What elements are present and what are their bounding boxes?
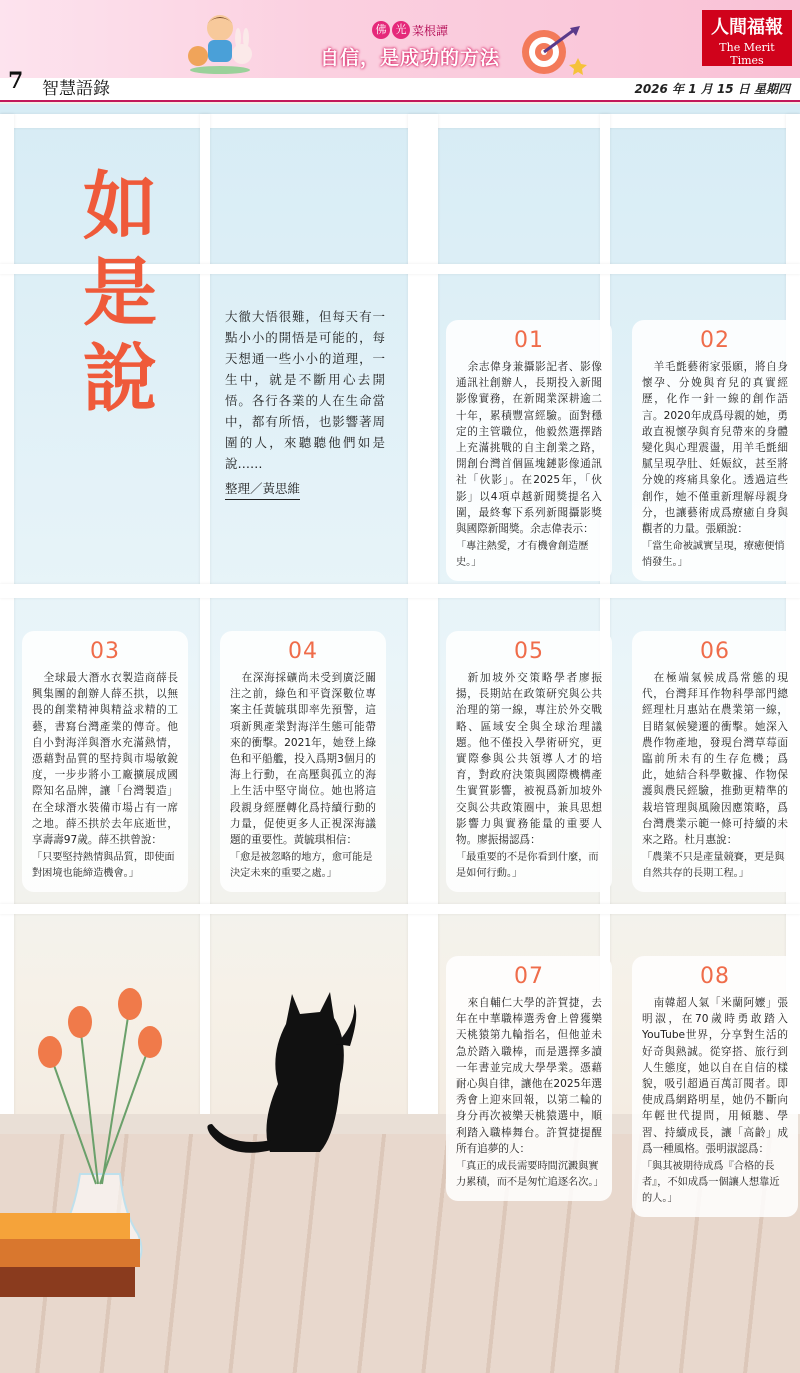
card-body: 在深海採礦尚未受到廣泛關注之前，綠色和平資深數位專案主任黃毓琪即率先預警，這項新興產業對海洋生態可能帶來的衝擊。2021年，她登上綠色和平船艦，投入爲期3個月的海上行動，在高壓與孤立的海上生活中堅守崗位。她也將這段親身經歷轉化爲持續行動的力量，促使更多人正視深海議題的重要性。黃毓琪相信： <box>230 672 376 847</box>
black-cat-illustration-icon <box>200 984 360 1164</box>
card-body: 余志偉身兼攝影記者、影像通訊社創辦人，長期投入新聞影像實務，在新聞業深耕逾二十年，累積豐富經驗。面對穩定的主管職位，他毅然選擇踏上充滿挑戰的自主創業之路，開創台灣首個區塊鏈影像通訊社「伙影」。在2025年，「伙影」以4項卓越新聞獎提名入圍，最終奪下系列新聞攝影獎與國際新聞獎。余志偉表示： <box>456 361 602 536</box>
quote-card-07 <box>446 956 612 1201</box>
quote-card-08 <box>632 956 798 1217</box>
column-sub-char-2: 光 <box>392 21 410 39</box>
card-body: 全球最大潛水衣製造商薛長興集團的創辦人薛丕拱，以無畏的創業精神與精益求精的工藝，書寫台灣產業的傳奇。他自小對海洋與潛水充滿熱情，憑藉對品質的堅持與市場敏銳度，一步步將小工廠擴展成國際知名品牌，讓「台灣製造」在全球潛水裝備市場占有一席之地。薛丕拱於去年底逝世，享壽壽97歲。薛丕拱曾說： <box>32 672 178 847</box>
card-number: 04 <box>288 639 318 664</box>
publication-date: 2026 年 1 月 15 日 星期四 <box>634 82 790 96</box>
window-transom-3 <box>0 904 800 914</box>
window-frame-top <box>0 114 800 128</box>
card-number: 03 <box>90 639 120 664</box>
card-number: 08 <box>700 964 730 989</box>
card-quote: 「與其被期待成爲『合格的長者』，不如成爲一個讓人想靠近的人。」 <box>642 1161 780 1205</box>
column-subtitle <box>372 21 448 39</box>
logo-chinese: 人間福報 <box>711 17 783 38</box>
column-title: 自信，是成功的方法 <box>319 47 500 69</box>
intro-credit: 整理／黃思維 <box>225 478 300 500</box>
quote-card-05 <box>446 631 612 892</box>
target-arrow-icon <box>508 24 588 78</box>
card-number: 02 <box>700 328 730 353</box>
intro-text: 大徹大悟很難，但每天有一點小小的開悟是可能的，每天想通一些小小的道理，一生中，就是不斷用心去開悟。各行各業的人在生命當中，都有所悟，也影響著周圍的人，來聽聽他們如是說…… <box>225 309 385 471</box>
card-quote: 「只要堅持熱情與品質，即使面對困境也能締造機會。」 <box>32 852 175 880</box>
quote-card-04 <box>220 631 386 892</box>
page-number: 7 <box>8 68 24 94</box>
card-body: 新加坡外交策略學者廖振揚，長期站在政策研究與公共治理的第一線，專注於外交戰略、區域安全與全球治理議題。他不僅投入學術研究，更實際參與公共領導人才的培育，對政府決策與國際機構產生實質影響，被視爲新加坡外交與公共政策圈中，兼具思想影響力與實務能量的重要人物。廖振揚認爲： <box>456 672 602 847</box>
card-number: 05 <box>514 639 544 664</box>
card-body: 在極端氣候成爲常態的現代，台灣拜耳作物科學部門總經理杜月惠站在農業第一線，目睹氣候變遷的衝擊。她深入農作物產地，發現台灣草莓面臨前所未有的生存危機；爲此，她結合科學數據、作物保護與農民經驗，推動更精準的栽培管理與風險因應策略，爲台灣農業示範一條可持續的未來之路。杜月惠說： <box>642 672 788 847</box>
card-number: 01 <box>514 328 544 353</box>
card-quote: 「農業不只是產量競賽，更是與自然共存的長期工程。」 <box>642 852 785 880</box>
window-transom-2 <box>0 584 800 598</box>
card-body: 南韓超人氣「米蘭阿嬤」張明淑，在70歲時勇敢踏入YouTube世界，分享對生活的好奇與熱誠。從穿搭、旅行到人生態度，她以自在自信的樣貌，吸引超過百萬訂閱者。即使成爲網路明星，她仍不斷向年輕世代提問，用傾聽、學習、持續成長，讓「高齡」成爲一種風格。張明淑認爲： <box>642 997 788 1155</box>
window-scene <box>0 104 800 1373</box>
intro-text-block <box>225 306 385 500</box>
card-quote: 「真正的成長需要時間沉澱與實力累積，而不是匆忙追逐名次。」 <box>456 1161 604 1189</box>
card-quote: 「專注熱愛，才有機會創造歷史。」 <box>456 541 589 569</box>
header <box>0 0 800 100</box>
card-body: 羊毛氈藝術家張願，將自身懷孕、分娩與育兒的真實經歷，化作一針一線的創作語言。2020年成爲母親的她，勇敢直視懷孕與育兒帶來的身體變化與心理震盪，用羊毛氈細膩呈現孕肚、妊娠紋，甚至將分娩的疼痛具象化。透過這些創作，她不僅重新理解母親身分，也讓藝術成爲療癒自身與觀者的力量。張願說： <box>642 361 788 536</box>
card-quote: 「當生命被誠實呈現，療癒便悄悄發生。」 <box>642 541 785 569</box>
card-number: 06 <box>700 639 730 664</box>
section-name: 智慧語錄 <box>42 79 110 99</box>
card-number: 07 <box>514 964 544 989</box>
quote-card-06 <box>632 631 798 892</box>
card-body: 來自輔仁大學的許賀捷，去年在中華職棒選秀會上曾獲樂天桃猿第九輪指名，但他並未急於踏入職棒，而是選擇多讀一年書並完成大學學業。憑藉耐心與自律，讓他在2025年選秀會上迎來回報，以第二輪的身分再次被樂天桃猿選中，順利踏入職棒舞台。許賀捷提醒所有追夢的人： <box>456 997 602 1155</box>
quote-card-03 <box>22 631 188 892</box>
header-rule <box>0 100 800 102</box>
card-quote: 「愈是被忽略的地方，愈可能是決定未來的重要之處。」 <box>230 852 373 880</box>
card-quote: 「最重要的不是你看到什麼，而是如何行動。」 <box>456 852 599 880</box>
books-illustration-icon <box>0 1209 140 1299</box>
children-illustration-icon <box>180 10 260 76</box>
quote-card-02 <box>632 320 798 581</box>
feature-title: 如是說 <box>83 164 157 422</box>
column-sub-char-1: 佛 <box>372 21 390 39</box>
newspaper-logo <box>702 10 792 66</box>
quote-card-01 <box>446 320 612 581</box>
column-sub-text: 菜根譚 <box>411 23 448 38</box>
logo-english: The Merit Times <box>719 41 775 67</box>
column-title-block <box>310 18 510 70</box>
